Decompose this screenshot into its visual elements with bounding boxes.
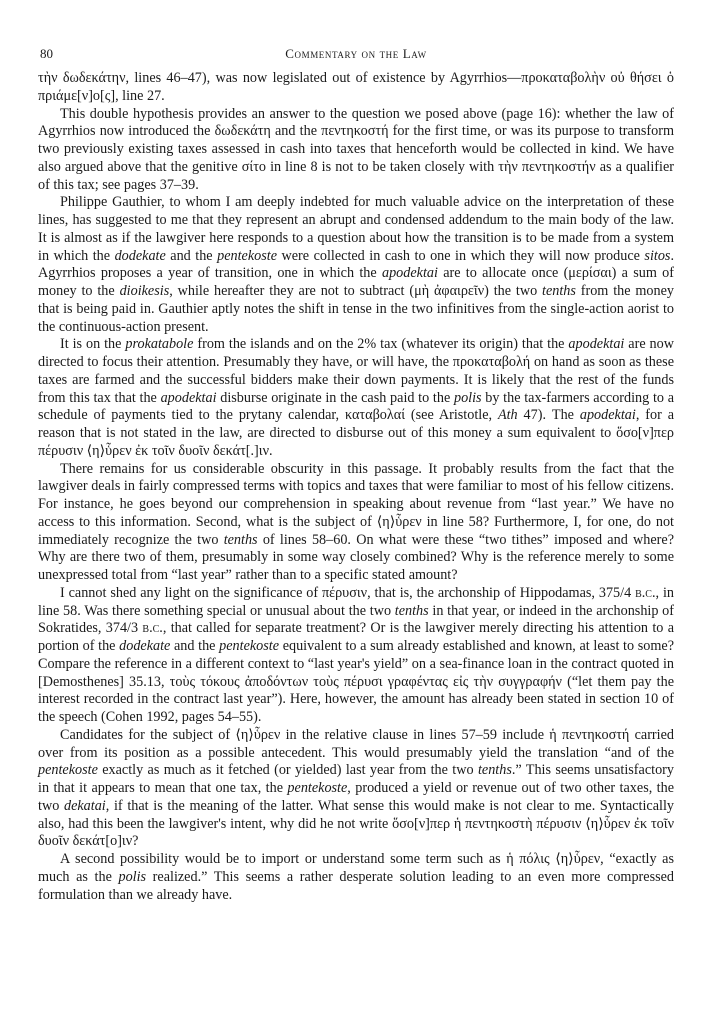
italic-term: tenths (477, 762, 512, 779)
italic-term: apodektai (381, 265, 438, 282)
text-run: were collected in cash to one in which they will now produce (277, 247, 645, 264)
text-run: are to allocate once (μερίσαι) a sum of money to the (38, 265, 674, 299)
paragraph (38, 336, 674, 460)
paragraph (38, 461, 674, 585)
italic-term: pentekoste (219, 638, 280, 654)
italic-term: pentekoste (217, 247, 277, 264)
text-run: There remains for us considerable obscurity in this passage. It probably results from the fact that the lawgiver deals in fairly compressed terms with topics and taxes that were familiar to most of his fellow citizens. For instance, he goes beyond our comprehension in speaking about revenue from “last year.” We have no access to this information. Second, what is the subject of ⟨η⟩ὗρεν in line 58? Furthermore, I, for one, do not immediately recognize the two (38, 460, 674, 548)
text-run: are now directed to focus their attention. Presumably they have, or will have, the προκαταβολή on hand as soon as these taxes are farmed and the successful bidders make their down payments. It is likely that the rest of the funds from this tax that the (38, 336, 674, 406)
italic-term: Ath (497, 407, 518, 424)
paragraph (38, 585, 674, 727)
paragraph (38, 727, 674, 851)
italic-term: tenths (394, 602, 429, 619)
text-run: A second possibility would be to import or understand some term such as ἡ πόλις ⟨η⟩ὗρεν, “exactly as much as the (38, 851, 674, 885)
italic-term: dioikesis (119, 283, 170, 299)
italic-term: tenths (542, 283, 576, 299)
text-body (38, 70, 674, 904)
small-caps-text: b.c. (635, 584, 656, 601)
text-run: Philippe Gauthier, to whom I am deeply indebted for much valuable advice on the interpretation of these lines, has suggested to me that they represent an abrupt and condensed addendum to the main body of the law. It is almost as if the lawgiver here responds to a question about how the transition is to be made from a system in which the (38, 194, 674, 264)
italic-term: polis (118, 868, 147, 885)
italic-term: sitos (644, 247, 671, 264)
small-caps-text: b.c. (142, 620, 163, 637)
text-run: τὴν δωδεκάτην, lines 46–47), was now legislated out of existence by Agyrrhios—προκαταβολὴν οὐ θήσει ὁ πριάμε[ν]ο[ς], line 27. (38, 70, 674, 104)
text-run: . Agyrrhios proposes a year of transition, one in which the (38, 247, 674, 282)
italic-term: dodekate (114, 247, 166, 264)
paragraph (38, 106, 674, 195)
italic-term: polis (453, 389, 482, 406)
text-run: in that year, or indeed in the archonship of Sokratides, 374/3 (38, 602, 674, 637)
italic-term: dekatai (63, 797, 106, 814)
italic-term: prokatabole (125, 336, 194, 353)
page-number: 80 (40, 46, 53, 61)
italic-term: apodektai (568, 336, 625, 353)
text-run: It is on the (60, 336, 126, 353)
text-run: , while hereafter they are not to subtract (μὴ ἀφαιρεῖν) the two (169, 283, 543, 299)
text-run: from the money that is being paid in. Gauthier aptly notes the shift in tense in the two infinitives from the single-action aorist to the continuous-action present. (38, 283, 675, 335)
paragraph (38, 70, 674, 106)
text-run: and the (165, 247, 218, 264)
text-run: Candidates for the subject of ⟨η⟩ὗρεν in the relative clause in lines 57–59 include ἡ πεντηκοστή carried over from its position as a possible antecedent. This would presumably yield the translation “and of the (38, 726, 674, 761)
text-run: of lines 58–60. On what were these “two tithes” imposed and where? Why are there two of them, presumably in some way closely combined? Why is the reference merely to some unexpressed total from “last year” rather than to a specific stated amount? (38, 531, 674, 583)
text-run: by the tax-farmers according to a schedule of payments tied to the prytany calendar, καταβολαί (see Aristotle, (38, 389, 674, 424)
text-run: , for a reason that is not stated in the law, are directed to disburse out of this money a sum equivalent to ὅσο[ν]περ πέρυσιν ⟨η⟩ὗρεν ἐκ τοῖν δυοῖν δεκάτ[.]ιν. (38, 407, 674, 459)
text-run: I cannot shed any light on the significance of πέρυσιν, that is, the archonship of Hippodamas, 375/4 (60, 584, 636, 601)
italic-term: pentekoste (287, 780, 348, 796)
text-run: 47). The (517, 407, 580, 424)
text-run: , in line 58. Was there something special or unusual about the two (38, 584, 674, 619)
text-run: from the islands and on the 2% tax (whatever its origin) that the (193, 336, 569, 353)
italic-term: tenths (223, 531, 258, 548)
text-run: realized.” This seems a rather desperate solution leading to an even more compressed formulation than we already have. (38, 868, 674, 903)
text-run: , that called for separate treatment? Or is the lawgiver merely directing his attention to a portion of the (38, 620, 674, 654)
text-run: and the (170, 638, 220, 654)
paragraph (38, 194, 674, 336)
text-run: , if that is the meaning of the latter. What sense this would make is not clear to me. Syntactically also, had this been the lawgiver's intent, why did he not write ὅσο[ν]περ ἡ πεντηκοστὴ πέρυσιν ⟨η⟩ὗρεν ἐκ τοῖν δυοῖν δεκάτ[ο]ιν? (38, 797, 674, 850)
text-run: , produced a yield or revenue out of two other taxes, the two (38, 780, 675, 814)
italic-term: apodektai (160, 389, 217, 406)
paragraph (38, 851, 674, 904)
text-run: exactly as much as it fetched (or yielded) last year from the two (97, 762, 478, 779)
text-run: .” This seems unsatisfactory in that it appears to mean that one tax, the (38, 762, 674, 796)
running-head: Commentary on the Law (285, 46, 427, 61)
text-run: disburse originate in the cash paid to the (216, 389, 454, 406)
italic-term: apodektai (579, 407, 636, 424)
italic-term: dodekate (119, 638, 171, 654)
italic-term: pentekoste (38, 762, 98, 779)
page-header (38, 40, 674, 70)
text-run: This double hypothesis provides an answer to the question we posed above (page 16): whether the law of Agyrrhios now introduced the δωδεκάτη and the πεντηκοστή for the first time, or was its purpose to transform two previously existing taxes assessed in cash into taxes that henceforth would be collected in kind. We have also argued above that the genitive σίτο in line 8 is not to be taken closely with τὴν πεντηκοστήν as a qualifier of this tax; see pages 37–39. (38, 105, 674, 193)
text-run: equivalent to a sum already established and known, at least to some? Compare the reference in a different context to “last year's yield” on a sea-finance loan in the contract quoted in [Demosthenes] 35.13, τοὺς τόκους ἀποδόντων τοὺς πέρυσι γραφέντας εἰς τὴν συγγραφήν (“let them pay the interest recorded in the contract last year”). Here, however, the amount has already been stated in section 10 of the speech (Cohen 1992, pages 54–55). (38, 638, 674, 725)
